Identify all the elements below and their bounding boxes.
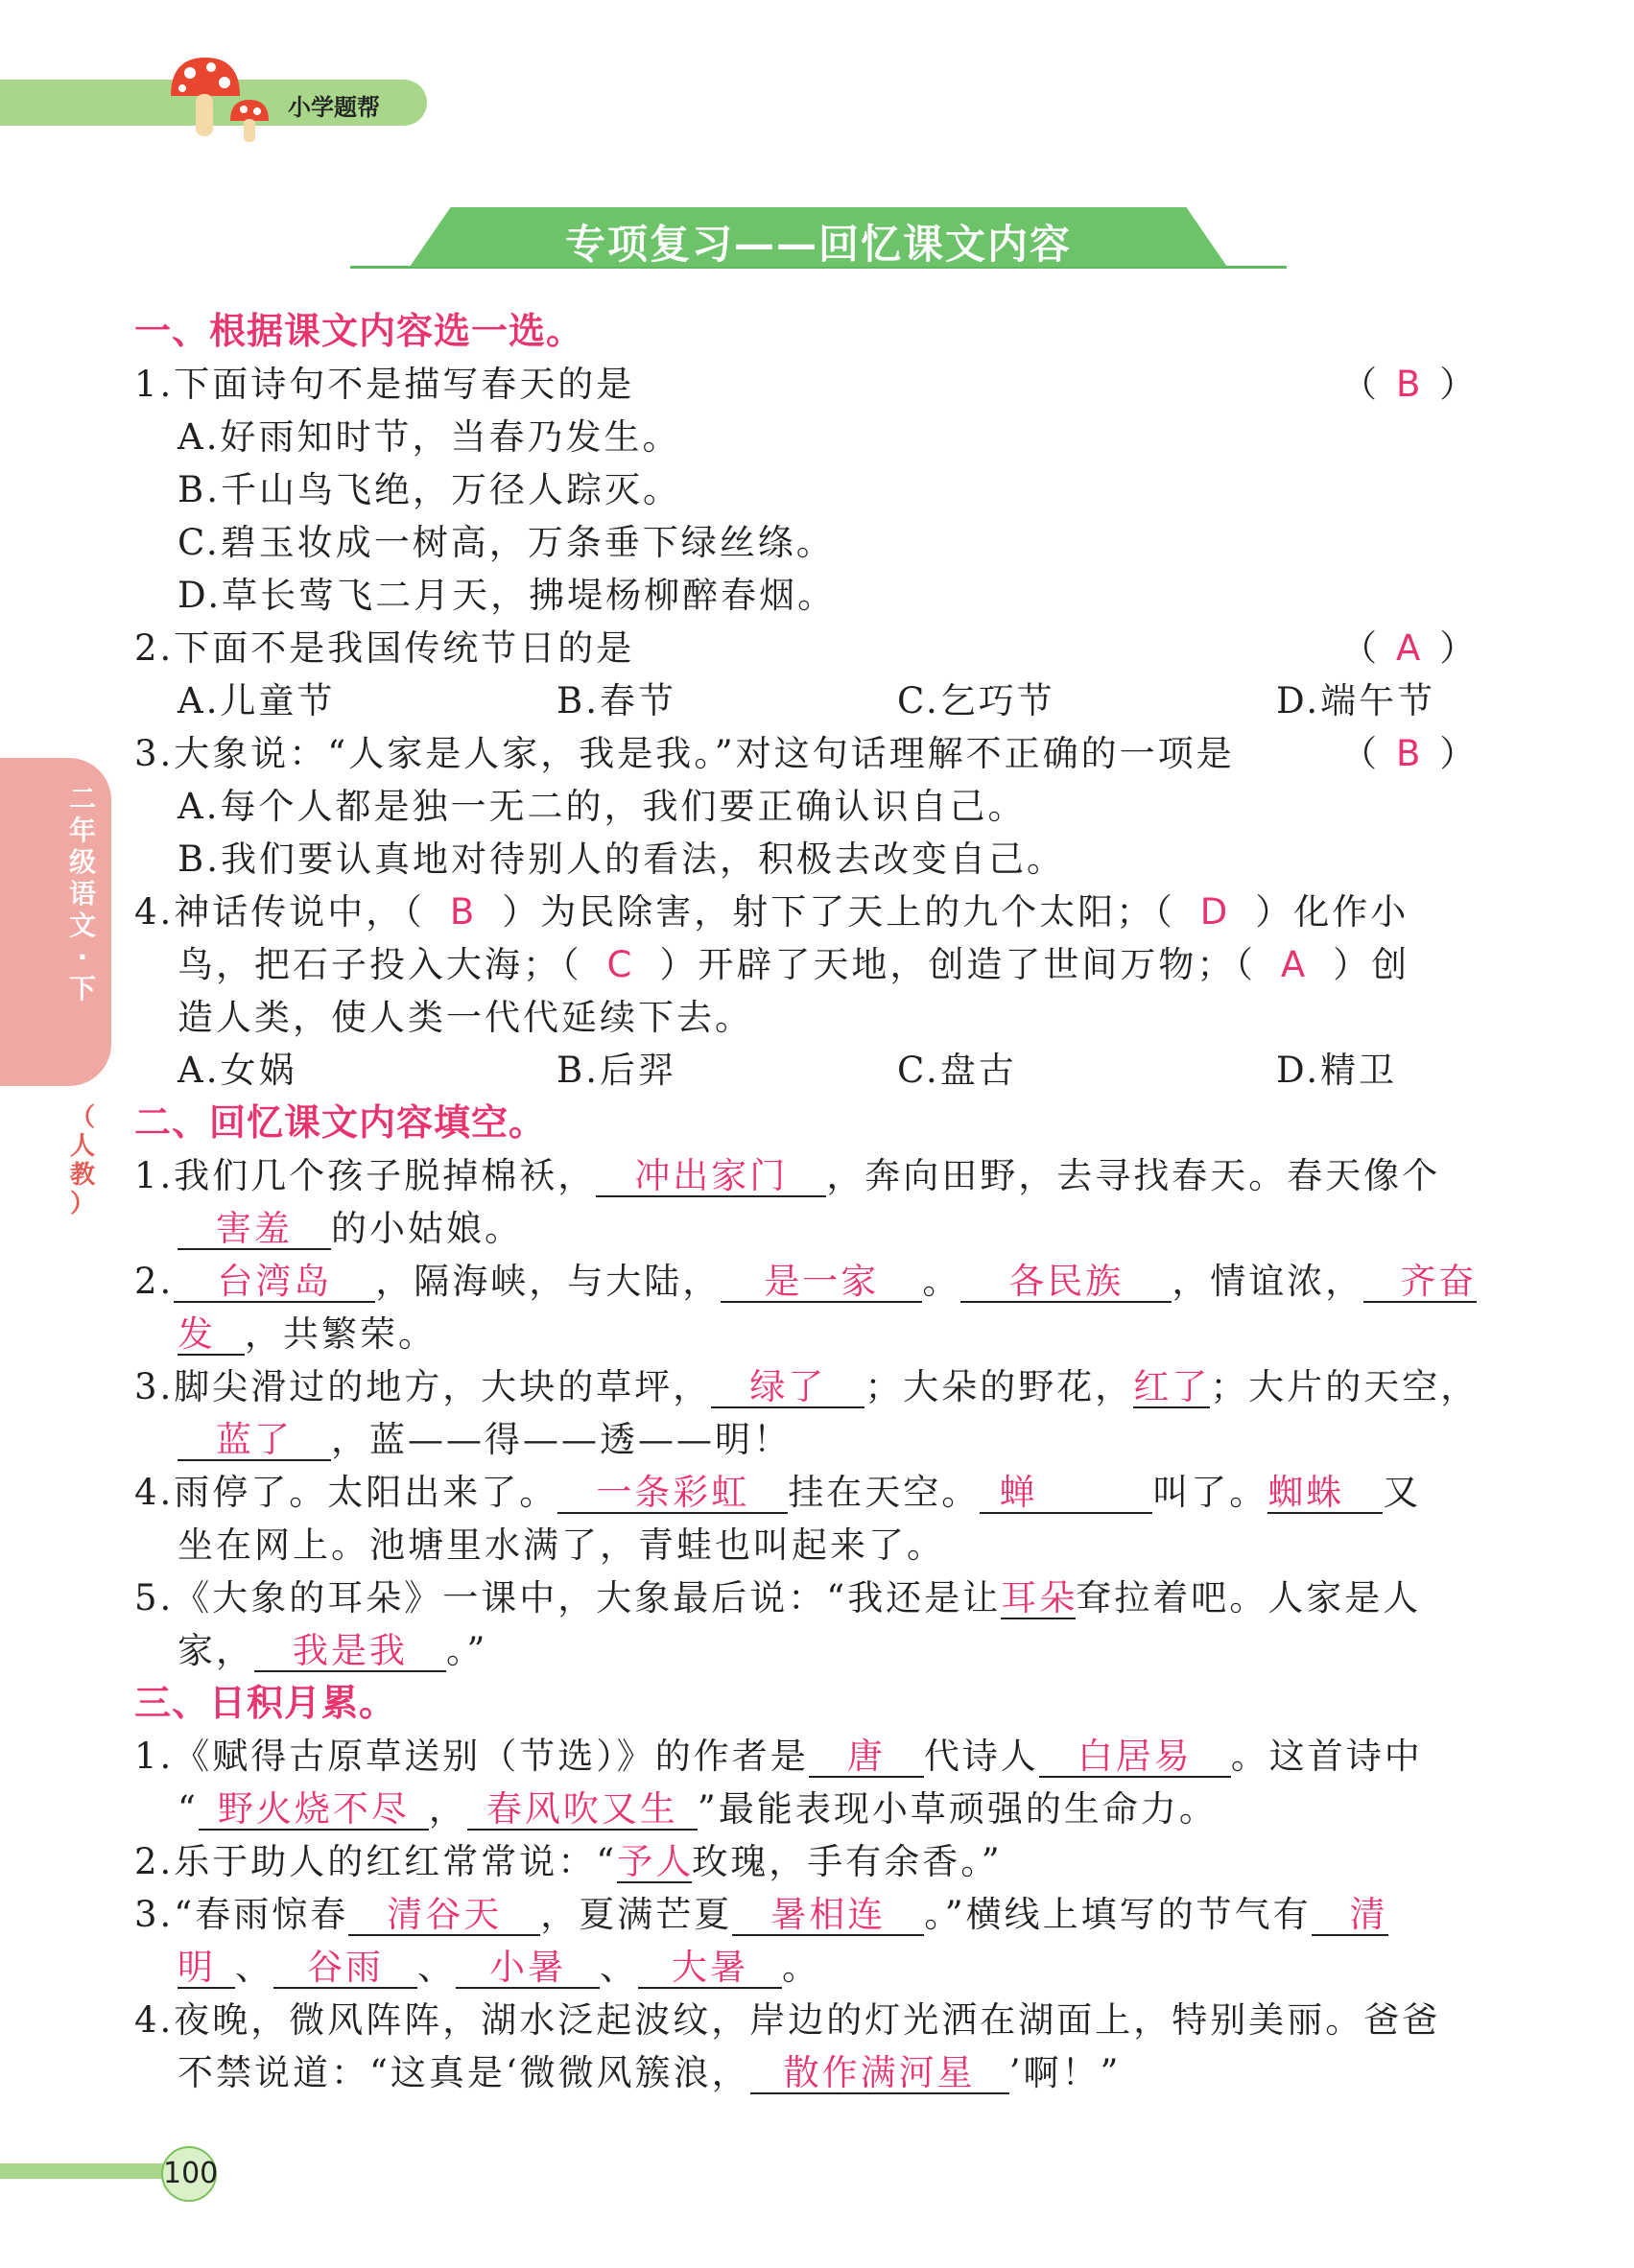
s1-q2-option: A.儿童节 xyxy=(178,680,336,721)
mushroom-logo-icon xyxy=(163,54,278,150)
s3-q3-line2: 明 、 谷雨 、 小暑 、 大暑 。 xyxy=(178,1947,820,1988)
section3-heading: 三、日积月累。 xyxy=(134,1682,397,1724)
s3-q4-line2: 不禁说道：“这真是‘微微风簇浪， 散作满河星 ’啊！” xyxy=(178,2052,1122,2093)
s1-q4-option: C.盘古 xyxy=(897,1050,1017,1091)
s1-q4-line3: 造人类，使人类一代代延续下去。 xyxy=(178,997,753,1038)
s1-q4-option: D.精卫 xyxy=(1276,1050,1398,1091)
s2-q1-line2: 害羞 的小姑娘。 xyxy=(178,1202,523,1255)
s3-q1-line2: “ 野火烧不尽 ， 春风吹又生 ”最能表现小草顽强的生命力。 xyxy=(178,1788,1218,1830)
s3-q4-line1: 4.夜晚，微风阵阵，湖水泛起波纹，岸边的灯光洒在湖面上，特别美丽。爸爸 xyxy=(134,1999,1441,2041)
s1-q4-option: A.女娲 xyxy=(178,1050,297,1091)
s2-q4-line2: 坐在网上。池塘里水满了，青蛙也叫起来了。 xyxy=(178,1524,945,1566)
s1-q4-line1: 4.神话传说中，（ B ）为民除害，射下了天上的九个太阳；（ D ）化作小 xyxy=(134,891,1409,933)
title-banner xyxy=(350,203,1287,269)
s1-q3-option: B.我们要认真地对待别人的看法，积极去改变自己。 xyxy=(178,839,1065,880)
side-grade-label: 二 年 级 语 文 · 下 xyxy=(68,783,96,1004)
s2-q3-line1: 3.脚尖滑过的地方，大块的草坪， 绿了 ；大朵的野花，红了；大片的天空， xyxy=(134,1366,1480,1407)
s1-q1-option: A.好雨知时节，当春乃发生。 xyxy=(178,416,681,458)
brand-label: 小学题帮 xyxy=(288,94,380,121)
s1-q1-answer-box: （ B ） xyxy=(1341,364,1476,405)
s3-q2-line: 2.乐于助人的红红常常说：“予人玫瑰，手有余香。” xyxy=(134,1841,1003,1882)
s2-q4-line1: 4.雨停了。太阳出来了。 一条彩虹 挂在天空。 蝉 叫了。蜘蛛 又 xyxy=(134,1472,1422,1513)
s2-q5-line2: 家， 我是我 。” xyxy=(178,1630,488,1671)
page-number: 100 xyxy=(161,2146,217,2202)
s1-q4-line2: 鸟，把石子投入大海；（ C ）开辟了天地，创造了世间万物；（ A ）创 xyxy=(178,944,1410,985)
s1-q4-option: B.后羿 xyxy=(557,1050,676,1091)
s1-q1-stem: 1.下面诗句不是描写春天的是 xyxy=(134,364,635,405)
section1-heading: 一、根据课文内容选一选。 xyxy=(134,310,584,352)
s1-q1-option: B.千山鸟飞绝，万径人踪灭。 xyxy=(178,469,681,510)
s1-q1-option: C.碧玉妆成一树高，万条垂下绿丝绦。 xyxy=(178,522,835,563)
s2-q3-line2: 蓝了 ，蓝——得——透——明！ xyxy=(178,1413,792,1466)
s1-q2-option: C.乞巧节 xyxy=(897,680,1055,721)
s1-q2-answer-box: （ A ） xyxy=(1341,627,1476,669)
s1-q3-answer-box: （ B ） xyxy=(1341,733,1476,774)
s3-q1-line1: 1.《赋得古原草送别（节选）》的作者是 唐 代诗人 白居易 。这首诗中 xyxy=(134,1736,1423,1777)
s1-q1-option: D.草长莺飞二月天，拂堤杨柳醉春烟。 xyxy=(178,575,837,616)
s1-q3-stem: 3.大象说：“人家是人家，我是我。”对这句话理解不正确的一项是 xyxy=(134,733,1235,774)
s3-q3-line1: 3.“春雨惊春 清谷天 ，夏满芒夏 暑相连 。”横线上填写的节气有 清 xyxy=(134,1894,1388,1935)
section2-heading: 二、回忆课文内容填空。 xyxy=(134,1101,547,1144)
side-edition-label: （ 人 教 ） xyxy=(69,1103,95,1218)
s2-q2-line1: 2. 台湾岛 ，隔海峡，与大陆， 是一家 。 各民族 ，情谊浓， 齐奋 xyxy=(134,1261,1478,1302)
s1-q2-option: D.端午节 xyxy=(1276,680,1436,721)
s2-q5-line1: 5.《大象的耳朵》一课中，大象最后说：“我还是让耳朵耷拉着吧。人家是人 xyxy=(134,1577,1422,1618)
s2-q2-line2: 发 ，共繁荣。 xyxy=(178,1313,437,1355)
page-title: 专项复习——回忆课文内容 xyxy=(564,221,1072,268)
s1-q2-option: B.春节 xyxy=(557,680,676,721)
footer-bar xyxy=(0,2163,182,2179)
s1-q3-option: A.每个人都是独一无二的，我们要正确认识自己。 xyxy=(178,786,1027,827)
s2-q1-line1: 1.我们几个孩子脱掉棉袄， 冲出家门 ，奔向田野，去寻找春天。春天像个 xyxy=(134,1155,1441,1196)
s1-q2-stem: 2.下面不是我国传统节日的是 xyxy=(134,627,635,669)
